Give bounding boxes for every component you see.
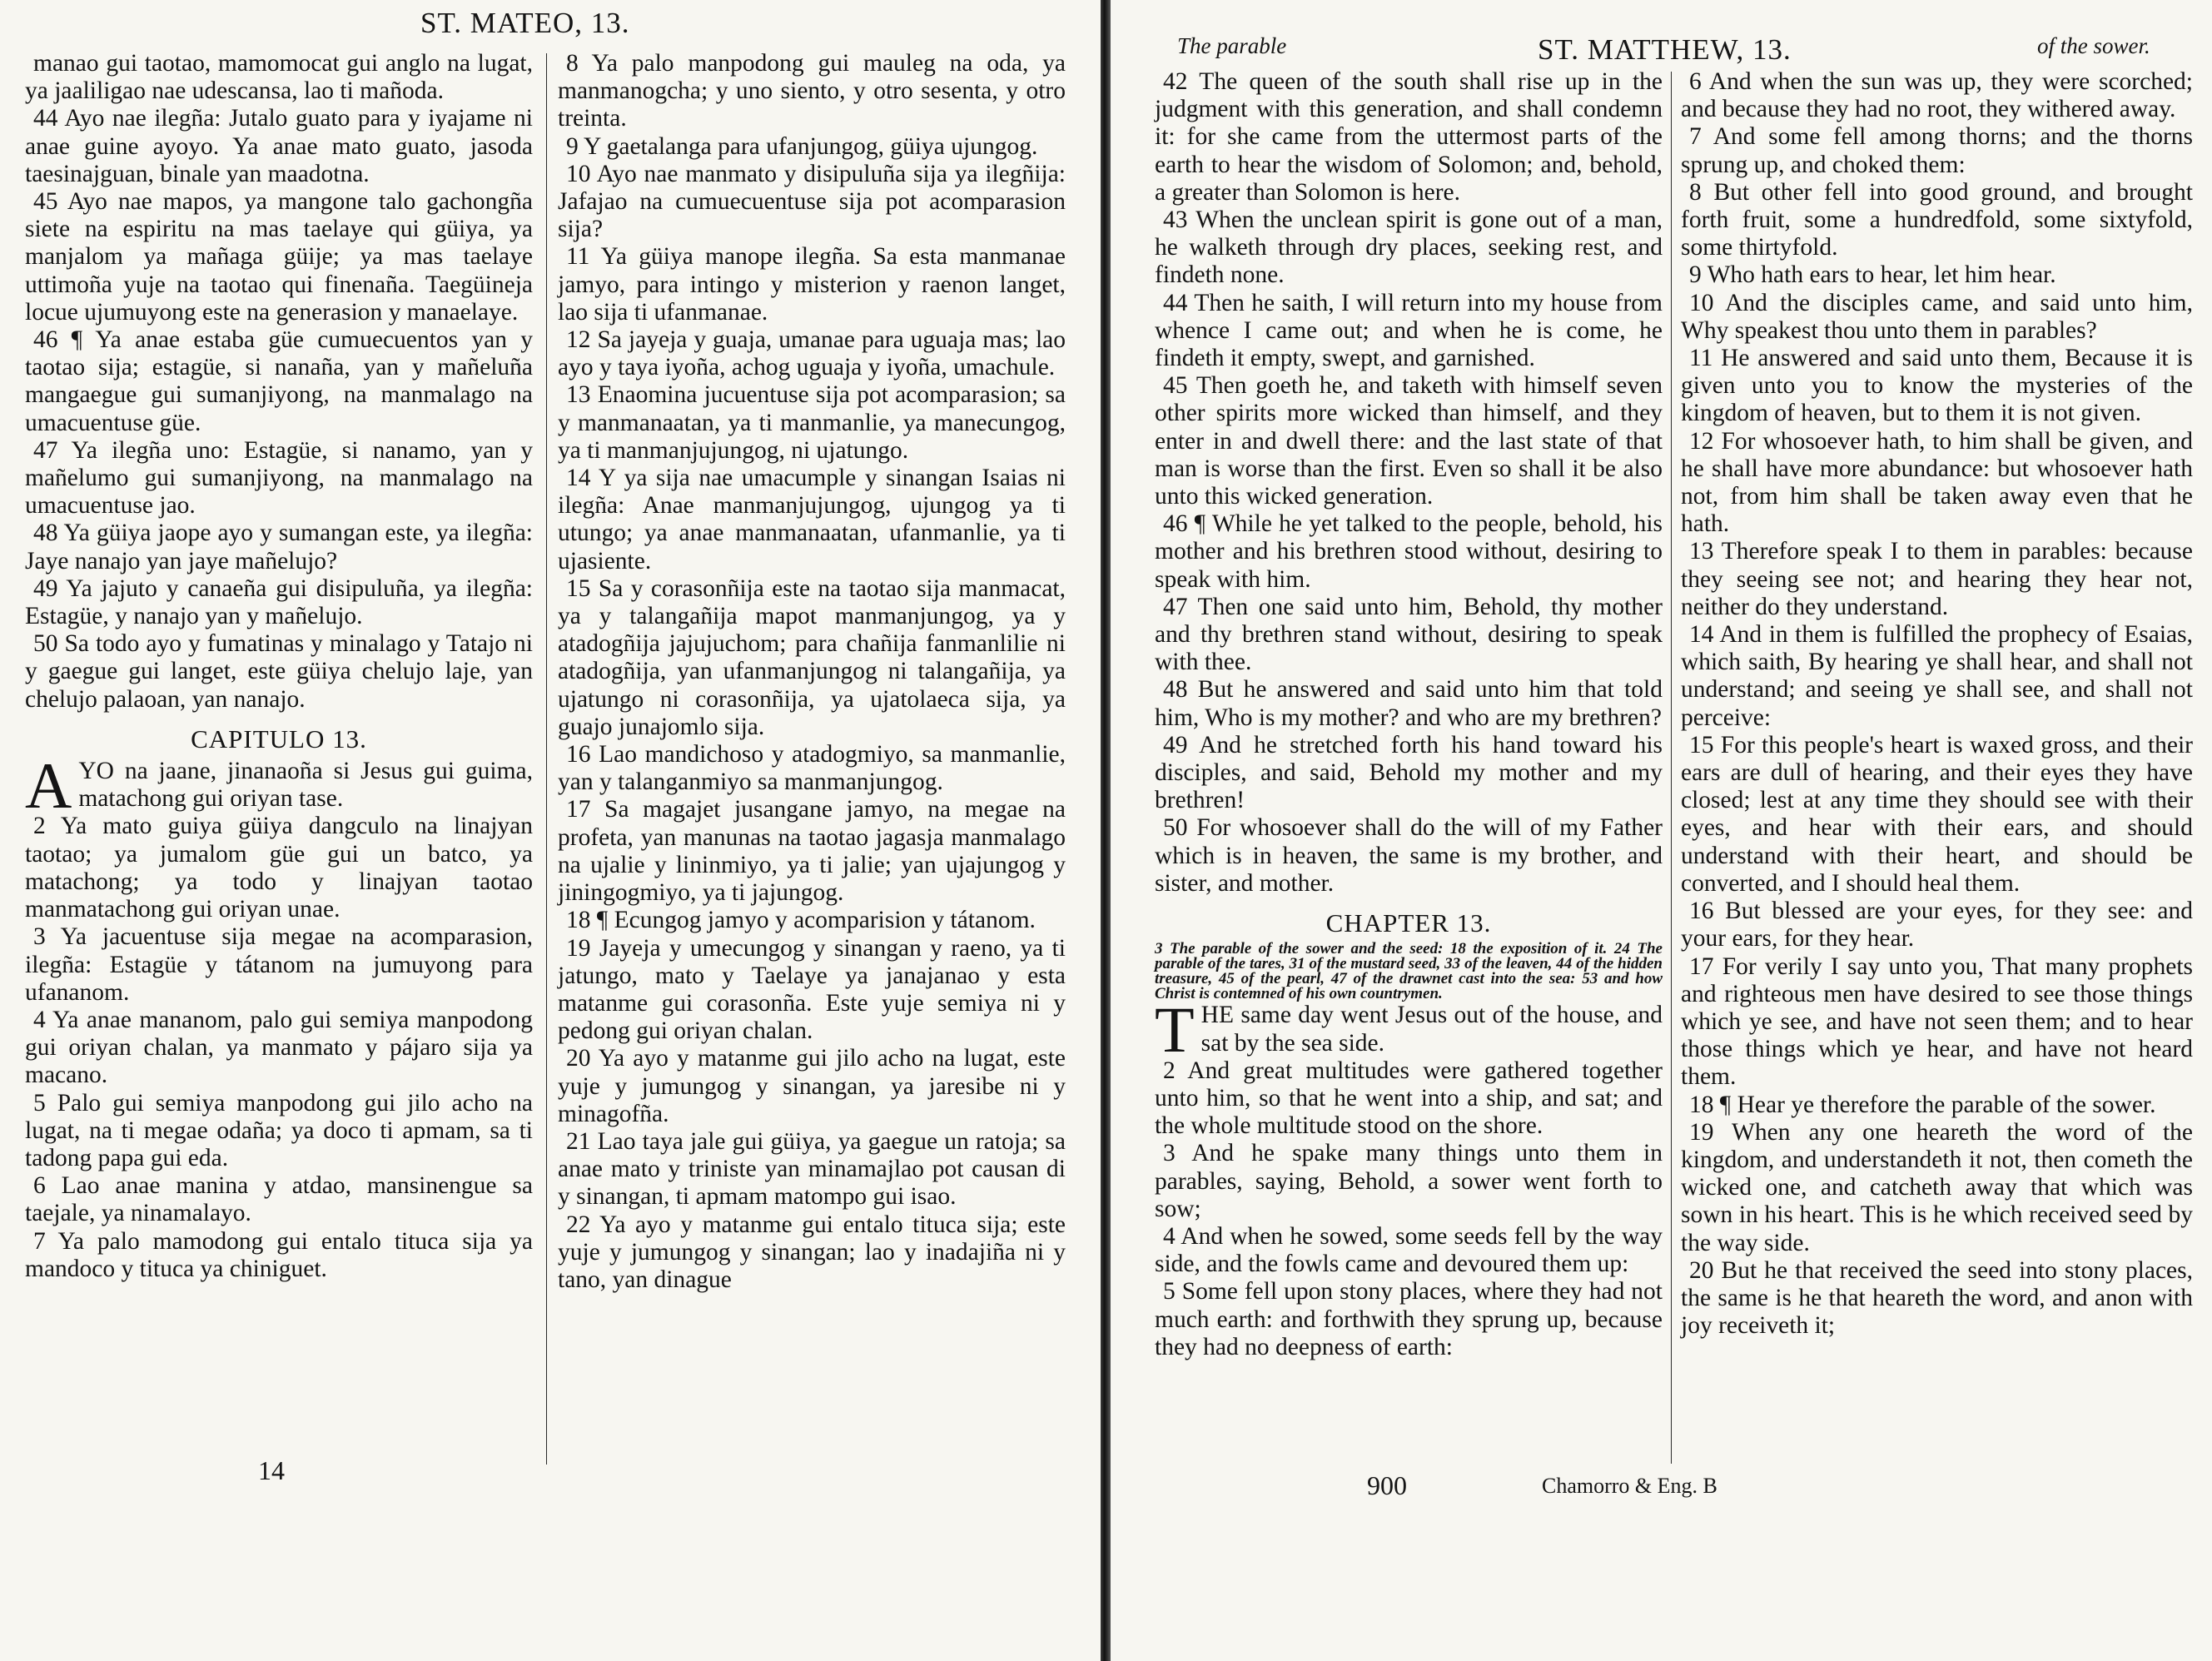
right-column-rule [1671,72,1672,1464]
verse: manao gui taotao, mamomocat gui anglo na lugat, ya jaaliligao nae udescansa, lao ti mañoda. [25,50,533,105]
verse: 20 Ya ayo y matanme gui jilo acho na lugat, este yuje y jumungog y sinangan, ya jaresibe ni y minagofña. [558,1045,1066,1127]
right-page-number: 900 [1367,1470,1407,1500]
verse: 21 Lao taya jale gui güiya, ya gaegue un ratoja; sa anae mato y triniste yan minamajlao pot causan di y sinangan, ti apmam matompo gui isao. [558,1127,1066,1211]
right-page [1113,0,2212,1661]
verse: 8 But other fell into good ground, and brought forth fruit, some a hundredfold, some sixtyfold, some thirtyfold. [1681,178,2193,261]
verse: 19 When any one heareth the word of the kingdom, and understandeth it not, then cometh the wicked one, and catcheth away that which was sown in his heart. This is he which received seed by the way side. [1681,1118,2193,1256]
verse: 4 Ya anae mananom, palo gui semiya manpodong gui oriyan chalan, ya manmato y pájaro sija ya macano. [25,1006,533,1089]
verse: 49 And he stretched forth his hand toward his disciples, and said, Behold my mother and my brethren! [1155,731,1663,814]
verse: 47 Then one said unto him, Behold, thy mother and thy brethren stand without, desiring to speak with thee. [1155,593,1663,676]
right-head-left: The parable [1177,33,1287,58]
left-col1-verses [25,50,533,714]
verse: 17 Sa magajet jusangane jamyo, na megae na profeta, yan manunas na taotao jagasja manmalago na ujalie y lininmiyo, ya ti jalie; yan ujajungog y jiningogmiyo, ya ti jajungog. [558,796,1066,907]
verse: 8 Ya palo manpodong gui mauleg na oda, ya manmanogcha; y uno siento, y otro sesenta, y otro treinta. [558,50,1066,132]
verse: 9 Who hath ears to hear, let him hear. [1689,261,2056,289]
right-chapter-first-verse [1155,993,1663,1067]
right-col2-verses [1681,68,2193,1340]
verse: 14 And in them is fulfilled the prophecy of Esaias, which saith, By hearing ye shall hear, and shall not understand; and seeing ye shall see, and shall not perceive: [1681,621,2193,731]
right-chapter-summary: 3 The parable of the sower and the seed: 18 the exposition of it. 24 The parable of the tares, 31 of the mustard seed, 33 of the leaven, 44 of the hidden treasure, 45 of the pearl, 47 of the drawnet cast into the sea: 53 and how Christ is contemned of his own countrymen. [1155,940,1663,1003]
verse: 6 Lao anae manina y atdao, mansinengue sa taejale, ya ninamalayo. [25,1172,533,1227]
verse: 18 ¶ Hear ye therefore the parable of the sower. [1689,1091,2156,1118]
verse: 13 Therefore speak I to them in parables: because they seeing see not; and hearing they hear not, neither do they understand. [1681,538,2193,620]
left-column-rule [546,53,547,1465]
verse: 14 Y ya sija nae umacumple y sinangan Isaias ni ilegña: Anae manmanjujungog, ujungog ya ti utungo; ya anae manmanaatan, ufanmanlie, ya ti ujasiente. [558,465,1066,574]
verse: 44 Then he saith, I will return into my house from whence I came out; and when he is come, he findeth it empty, swept, and garnished. [1155,289,1663,372]
verse: 10 Ayo nae manmato y disipuluña sija ya ilegñija: Jafajao na cumuecuentuse sija pot acomparasion sija? [558,160,1066,243]
verse: 42 The queen of the south shall rise up in the judgment with this generation, and shall condemn it: for she came from the uttermost parts of the earth to hear the wisdom of Solomon; and, behold, a greater than Solomon is here. [1155,68,1663,206]
verse: 45 Then goeth he, and taketh with himself seven other spirits more wicked than himself, and they enter in and dwell there: and the last state of that man is worse than the first. Even so shall it be also unto this wicked generation. [1155,372,1663,510]
verse: 3 Ya jacuentuse sija megae na acomparasion, ilegña: Estagüe y tátanom na jumuyong para ufananom. [25,923,533,1006]
verse: 2 Ya mato guiya güiya dangculo na linajyan taotao; ya jumalom güe gui un batco, ya matachong; ya todo y linajyan taotao manmatachong gui oriyan unae. [25,813,533,923]
verse: 48 Ya güiya jaope ayo y sumangan este, ya ilegña: Jaye nanajo yan jaye mañelujo? [25,520,533,574]
left-running-head: ST. MATEO, 13. [420,7,630,39]
left-chapter-first-text: YO na jaane, jinanaoña si Jesus gui guima, matachong gui oriyan tase. [78,758,533,813]
left-column-2 [558,50,1066,1294]
verse: 11 Ya güiya manope ilegña. Sa esta manmanae jamyo, para intingo y misterion y raenon langet, lao sija ti ufanmanae. [558,243,1066,326]
left-page [0,0,1099,1661]
verse: 20 But he that received the seed into stony places, the same is he that heareth the word, and anon with joy receiveth it; [1681,1256,2193,1340]
verse: 5 Some fell upon stony places, where they had not much earth: and forthwith they sprung up, because they had no deepness of earth: [1155,1278,1663,1360]
verse: 12 Sa jayeja y guaja, umanae para uguaja mas; lao ayo y taya iyoña, achog uguaja y iyoña, umachule. [558,326,1066,381]
right-column-2 [1681,68,2193,1340]
verse: 12 For whosoever hath, to him shall be given, and he shall have more abundance: but whosoever hath not, from him shall be taken away even that he hath. [1681,427,2193,538]
verse: 16 Lao mandichoso y atadogmiyo, sa manmanlie, yan y talanganmiyo sa manmanjungog. [558,741,1066,796]
verse: 17 For verily I say unto you, That many prophets and righteous men have desired to see those things which ye see, and have not seen them; and to hear those things which ye hear, and have not heard them. [1681,952,2193,1091]
verse: 13 Enaomina jucuentuse sija pot acomparasion; sa y manmanaatan, ya ti manmanlie, ya manecungog, ya ti manmanjujungog, ni ujatungo. [558,381,1066,464]
verse: 47 Ya ilegña uno: Estagüe, si nanamo, yan y mañelumo gui sumanjiyong, na manmalago na umacuentuse jao. [25,436,533,520]
verse: 50 Sa todo ayo y fumatinas y minalago y Tatajo ni y gaegue gui langet, este güiya chelujo laje, yan chelujo palaoan, yan nanajo. [25,630,533,713]
right-col1b-verses [1155,1057,1663,1361]
verse: 19 Jayeja y umecungog y sinangan y raeno, ya ti jatungo, mato y Taelaye ya janajanao y esta matanme gui corasonña. Este yuje semiya ni y pedong gui oriyan chalan. [558,934,1066,1045]
right-signature: Chamorro & Eng. B [1542,1474,1717,1498]
verse: 2 And great multitudes were gathered together unto him, so that he went into a ship, and sat; and the whole multitude stood on the shore. [1155,1057,1663,1140]
verse: 49 Ya jajuto y canaeña gui disipuluña, ya ilegña: Estagüe, y nanajo yan y mañelujo. [25,574,533,630]
right-dropcap: T [1155,993,1195,1067]
verse: 15 Sa y corasonñija este na taotao sija manmacat, ya y talangañija mapot manmanjungog, ya y atadogñija jajujuchom; para chañija fanmanlilie ni atadogñija, yan ufanmanjungog ni talangañija, ya ujatungo ni corasonñija, ya ujatolaeca sija, ya guajo junajomlo sija. [558,574,1066,740]
left-col1b-verses [25,813,533,1282]
verse: 9 Y gaetalanga para ufanjungog, güiya ujungog. [566,132,1038,160]
right-column-1 [1155,68,1663,1361]
verse: 7 And some fell among thorns; and the thorns sprung up, and choked them: [1681,123,2193,178]
right-head-right: of the sower. [2037,33,2150,58]
verse: 16 But blessed are your eyes, for they see: and your ears, for they hear. [1681,898,2193,952]
right-running-head: ST. MATTHEW, 13. [1538,33,1792,66]
right-chapter-heading: CHAPTER 13. [1325,908,1492,938]
verse: 5 Palo gui semiya manpodong gui jilo acho na lugat, na ti megae odaña; ya doco ti apmam, sa ti tadong papa gui eda. [25,1089,533,1171]
verse: 7 Ya palo mamodong gui entalo tituca sija ya mandoco y tituca ya chiniguet. [25,1227,533,1282]
verse: 11 He answered and said unto them, Because it is given unto you to know the mysteries of the kingdom of heaven, but to them it is not given. [1681,345,2193,427]
right-chapter-first-text: HE same day went Jesus out of the house, and sat by the sea side. [1200,1002,1663,1057]
left-dropcap: A [25,749,72,823]
left-col2-verses [558,50,1066,1294]
verse: 45 Ayo nae mapos, ya mangone talo gachongña siete na espiritu na mas taelaye qui güiya, ya manjalom ya mañaga güije; ya mas taelaye uttimoña yuje na taotao qui finenaña. Taegüineja locue ujumuyong este na generasion y manaelaye. [25,188,533,326]
right-col1-verses [1155,68,1663,898]
verse: 10 And the disciples came, and said unto him, Why speakest thou unto them in parables? [1681,289,2193,344]
verse: 46 ¶ While he yet talked to the people, behold, his mother and his brethren stood without, desiring to speak with him. [1155,510,1663,593]
verse: 4 And when he sowed, some seeds fell by the way side, and the fowls came and devoured them up: [1155,1222,1663,1278]
book-gutter [1101,0,1111,1661]
verse: 44 Ayo nae ilegña: Jutalo guato para y iyajame ni anae guine ayoyo. Ya anae mato guato, jasoda taesinajguan, binale yan maadotna. [25,105,533,187]
left-chapter-first-verse [25,749,533,823]
left-page-number: 14 [258,1455,285,1485]
verse: 3 And he spake many things unto them in parables, saying, Behold, a sower went forth to sow; [1155,1140,1663,1222]
verse: 15 For this people's heart is waxed gross, and their ears are dull of hearing, and their eyes they have closed; lest at any time they should see with their eyes, and hear with their ears, and should understand with their heart, and should be converted, and I should heal them. [1681,731,2193,897]
verse: 48 But he answered and said unto him that told him, Who is my mother? and who are my brethren? [1155,676,1663,731]
verse: 18 ¶ Ecungog jamyo y acomparision y tátanom. [566,907,1036,934]
verse: 6 And when the sun was up, they were scorched; and because they had no root, they withered away. [1681,68,2193,123]
verse: 43 When the unclean spirit is gone out of a man, he walketh through dry places, seeking rest, and findeth none. [1155,206,1663,289]
verse: 46 ¶ Ya anae estaba güe cumuecuentos yan y taotao sija; estagüe, si nanaña, yan y mañeluña mangaegue gui sumanjiyong, na manmalago na umacuentuse güe. [25,326,533,436]
verse: 50 For whosoever shall do the will of my Father which is in heaven, the same is my brother, and sister, and mother. [1155,814,1663,897]
left-chapter-heading: CAPITULO 13. [191,724,367,753]
verse: 22 Ya ayo y matanme gui entalo tituca sija; este yuje y jumungog y sinangan; lao y inadajiña ni y tano, yan dinague [558,1211,1066,1293]
left-column-1 [25,50,533,1283]
